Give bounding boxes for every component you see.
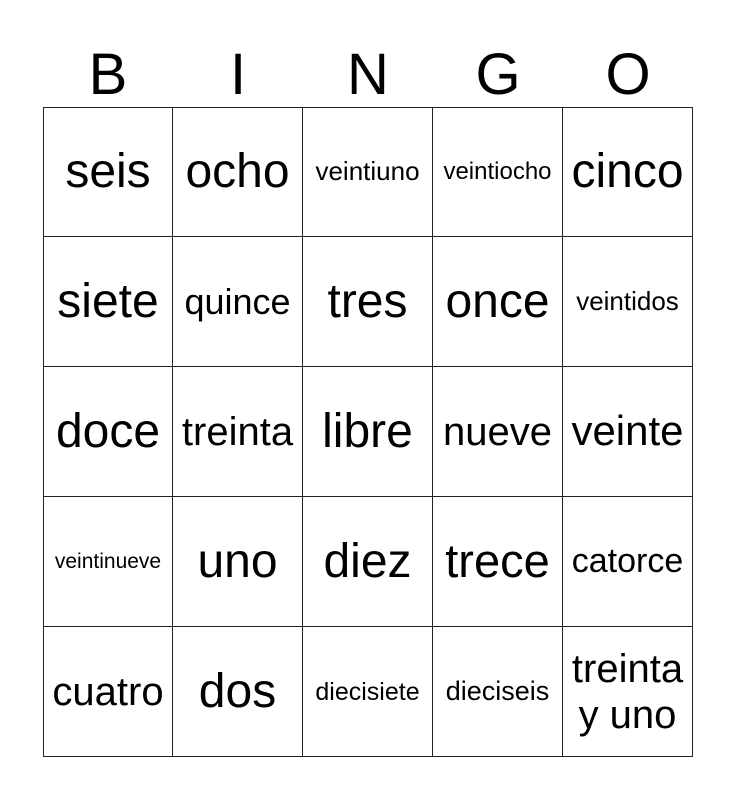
bingo-cell[interactable]: siete (43, 237, 173, 367)
bingo-cell[interactable]: seis (43, 107, 173, 237)
header-letter-b: B (88, 42, 128, 107)
bingo-cell[interactable]: dieciseis (433, 627, 563, 757)
bingo-cell[interactable]: dos (173, 627, 303, 757)
bingo-cell[interactable]: veintiuno (303, 107, 433, 237)
bingo-cell[interactable]: veinte (563, 367, 693, 497)
bingo-cell[interactable]: treinta y uno (563, 627, 693, 757)
bingo-header (43, 44, 693, 106)
bingo-board (43, 107, 693, 757)
bingo-cell[interactable]: uno (173, 497, 303, 627)
bingo-cell[interactable]: tres (303, 237, 433, 367)
bingo-cell[interactable]: veintiocho (433, 107, 563, 237)
bingo-cell[interactable]: nueve (433, 367, 563, 497)
bingo-cell[interactable]: catorce (563, 497, 693, 627)
bingo-cell[interactable]: veintinueve (43, 497, 173, 627)
header-letter-o: O (605, 42, 651, 107)
bingo-cell[interactable]: trece (433, 497, 563, 627)
bingo-cell[interactable]: diez (303, 497, 433, 627)
bingo-cell[interactable]: cinco (563, 107, 693, 237)
bingo-cell[interactable]: quince (173, 237, 303, 367)
bingo-cell[interactable]: libre (303, 367, 433, 497)
header-letter-i: I (229, 42, 247, 107)
header-letter-g: G (475, 42, 521, 107)
bingo-cell[interactable]: cuatro (43, 627, 173, 757)
bingo-cell[interactable]: diecisiete (303, 627, 433, 757)
bingo-cell[interactable]: ocho (173, 107, 303, 237)
bingo-cell[interactable]: doce (43, 367, 173, 497)
header-letter-n: N (347, 42, 389, 107)
bingo-cell[interactable]: veintidos (563, 237, 693, 367)
bingo-cell[interactable]: treinta (173, 367, 303, 497)
bingo-cell[interactable]: once (433, 237, 563, 367)
